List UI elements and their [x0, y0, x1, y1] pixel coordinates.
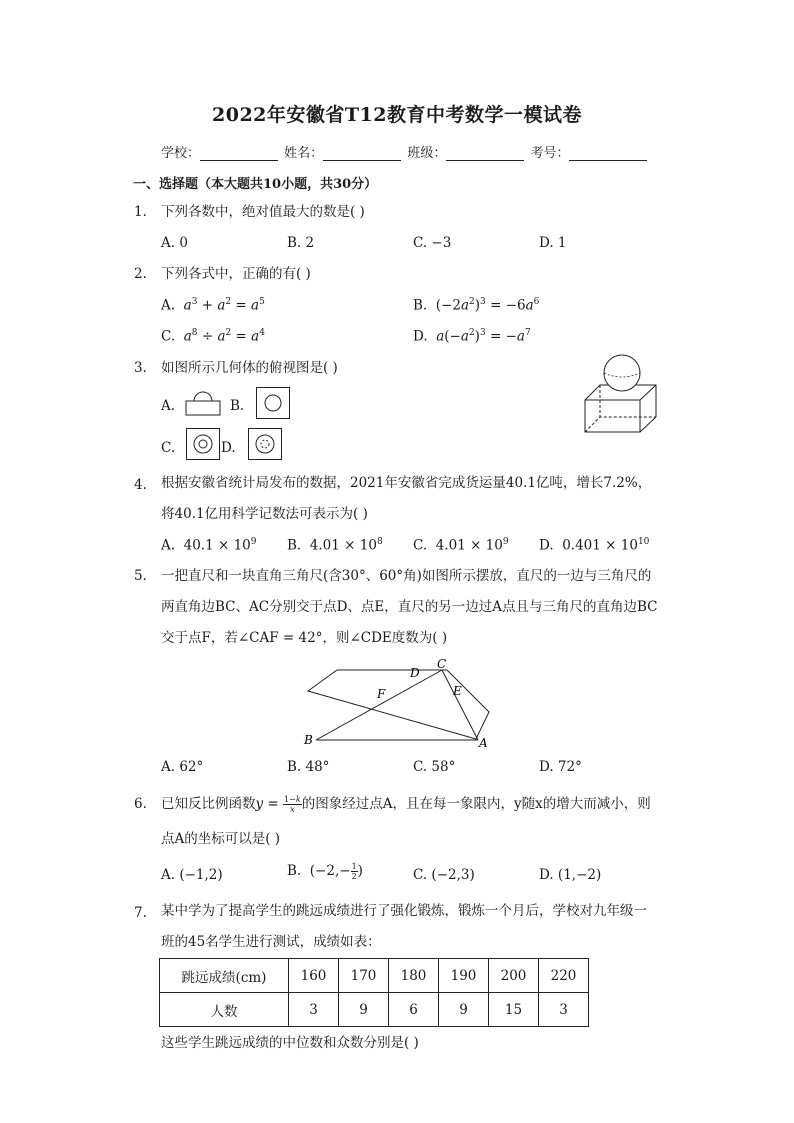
school-blank[interactable]: [200, 146, 278, 161]
q2-option-d[interactable]: D. $a(-a^2)^3 = -a^7$: [413, 328, 531, 345]
question-number: 7.: [134, 905, 147, 921]
question-7-line-1: 某中学为了提高学生的跳远成绩进行了强化锻炼，锻炼一个月后，学校对九年级一: [161, 903, 647, 919]
q3-option-a-label[interactable]: A.: [161, 398, 176, 414]
q4-option-c[interactable]: C. $4.01 \times 10^9$: [413, 537, 509, 554]
class-blank[interactable]: [446, 146, 524, 161]
table-cell: 220: [539, 959, 589, 993]
question-number: 2.: [134, 266, 147, 282]
point-b-label: B: [304, 733, 313, 747]
question-5-line-3: 交于点F，若∠CAF = 42°，则∠CDE度数为( ): [161, 630, 448, 646]
question-4-line-1: 根据安徽省统计局发布的数据，2021年安徽省完成货运量40.1亿吨，增长7.2%，: [161, 475, 652, 491]
q1-option-b[interactable]: B. 2: [287, 235, 315, 251]
q2-option-c[interactable]: C. $a^8 \div a^2 = a^4$: [161, 328, 265, 345]
question-5-line-2: 两直角边BC、AC分别交于点D、点E，直尺的另一边过A点且与三角尺的直角边BC: [161, 599, 658, 615]
name-blank[interactable]: [323, 146, 401, 161]
point-e-label: E: [453, 684, 462, 698]
q5-option-c[interactable]: C. 58°: [413, 759, 456, 775]
exam-title: 2022年安徽省T12教育中考数学一模试卷: [212, 104, 582, 126]
table-row: [160, 959, 589, 993]
q1-option-a[interactable]: A. 0: [161, 235, 188, 251]
q1-option-d[interactable]: D. 1: [539, 235, 567, 251]
q1-option-c[interactable]: C. −3: [413, 235, 452, 251]
q3-option-d-label[interactable]: D.: [221, 440, 236, 456]
school-label: 学校：: [161, 146, 201, 161]
student-info-line: [161, 142, 649, 161]
q6-option-a[interactable]: A. (−1,2): [161, 867, 223, 883]
q6-pre: 已知反比例函数: [161, 796, 256, 812]
q2-option-a[interactable]: A. $a^3 + a^2 = a^5$: [161, 297, 265, 314]
question-6-line-1: 已知反比例函数y = $\frac{1-k}{x}$ 的图象经过点A，且在每一象限内，y随x的增大而减小，则: [161, 795, 651, 814]
section-heading: 一、选择题（本大题共10小题，共30分）: [133, 177, 378, 192]
q5-option-b[interactable]: B. 48°: [287, 759, 330, 775]
table-cell: 9: [439, 993, 489, 1027]
count-row-label: 人数: [160, 993, 289, 1027]
question-number: 6.: [134, 796, 147, 812]
table-cell: 3: [539, 993, 589, 1027]
q5-option-d[interactable]: D. 72°: [539, 759, 582, 775]
question-6-line-2: 点A的坐标可以是( ): [161, 831, 281, 847]
q3-option-c-figure[interactable]: [186, 428, 220, 460]
table-cell: 3: [289, 993, 339, 1027]
q4-option-a[interactable]: A. $40.1 \times 10^9$: [161, 537, 257, 554]
q6-option-b[interactable]: B. (−2,− $\frac{1}{2}$ ): [287, 862, 363, 881]
q3-option-a-figure[interactable]: [185, 388, 223, 418]
q5-ruler-triangle-figure: [300, 656, 500, 752]
question-number: 5.: [134, 568, 147, 584]
question-7-line-2: 班的45名学生进行测试，成绩如表：: [161, 934, 381, 950]
table-row: [160, 993, 589, 1027]
class-label: 班级：: [407, 146, 447, 161]
number-label: 考号：: [530, 146, 570, 161]
table-cell: 200: [489, 959, 539, 993]
question-1-text: 下列各数中，绝对值最大的数是( ): [161, 204, 365, 220]
number-blank[interactable]: [569, 146, 647, 161]
table-cell: 9: [339, 993, 389, 1027]
point-a-label: A: [479, 736, 488, 750]
q6-option-d[interactable]: D. (1,−2): [539, 867, 602, 883]
question-5-line-1: 一把直尺和一块直角三角尺(含30°、60°角)如图所示摆放，直尺的一边与三角尺的: [161, 568, 652, 584]
q3-solid-figure: [582, 352, 662, 436]
q3-option-b-figure[interactable]: [256, 387, 290, 419]
question-number: 4.: [134, 477, 147, 493]
q3-option-c-label[interactable]: C.: [161, 440, 176, 456]
q3-option-d-figure[interactable]: [248, 428, 282, 460]
point-c-label: C: [437, 657, 447, 671]
point-d-label: D: [410, 666, 420, 680]
question-number: 3.: [134, 360, 147, 376]
table-cell: 180: [389, 959, 439, 993]
score-table: [159, 958, 589, 1027]
question-4-line-2: 将40.1亿用科学记数法可表示为( ): [161, 506, 368, 522]
q4-option-b[interactable]: B. $4.01 \times 10^8$: [287, 537, 383, 554]
point-f-label: F: [377, 687, 386, 701]
question-3-text: 如图所示几何体的俯视图是( ): [161, 360, 338, 376]
table-cell: 6: [389, 993, 439, 1027]
question-number: 1.: [134, 204, 147, 220]
q6-option-c[interactable]: C. (−2,3): [413, 867, 475, 883]
table-cell: 160: [289, 959, 339, 993]
q6-fraction: $\frac{1-k}{x}$: [284, 795, 301, 814]
question-7-footer: 这些学生跳远成绩的中位数和众数分别是( ): [161, 1035, 419, 1051]
table-cell: 190: [439, 959, 489, 993]
name-label: 姓名：: [284, 146, 324, 161]
q6-post: 的图象经过点A，且在每一象限内，y随x的增大而减小，则: [301, 796, 651, 812]
q3-option-b-label[interactable]: B.: [230, 398, 245, 414]
table-cell: 170: [339, 959, 389, 993]
q4-option-d[interactable]: D. $0.401 \times 10^{10}$: [539, 537, 650, 554]
question-2-text: 下列各式中，正确的有( ): [161, 266, 311, 282]
table-cell: 15: [489, 993, 539, 1027]
q2-option-b[interactable]: B. $(-2a^2)^3 = -6a^6$: [413, 297, 540, 314]
q5-option-a[interactable]: A. 62°: [161, 759, 204, 775]
score-row-label: 跳远成绩(cm): [160, 959, 289, 993]
